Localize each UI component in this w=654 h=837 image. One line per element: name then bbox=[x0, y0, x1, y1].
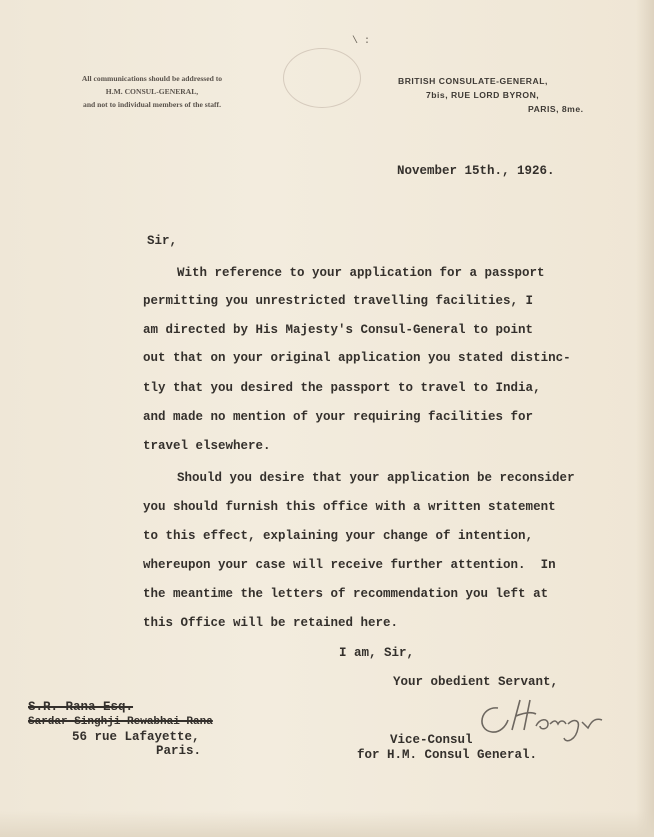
consulate-city: PARIS, 8me. bbox=[528, 104, 584, 114]
closing-servant: Your obedient Servant, bbox=[393, 675, 559, 689]
body-line: am directed by His Majesty's Consul-General to point bbox=[143, 323, 534, 337]
paper-edge-shadow bbox=[636, 0, 654, 837]
body-line: this Office will be retained here. bbox=[143, 616, 399, 630]
body-line: With reference to your application for a passport bbox=[177, 266, 545, 280]
body-line: you should furnish this office with a written statement bbox=[143, 500, 556, 514]
consulate-street: 7bis, RUE LORD BYRON, bbox=[426, 90, 540, 100]
handwritten-signature bbox=[470, 690, 630, 750]
body-line: whereupon your case will receive further attention. In bbox=[143, 558, 556, 572]
letterhead-instructions bbox=[52, 72, 252, 111]
letterhead-instruction-line: All communications should be addressed to bbox=[81, 74, 223, 83]
recipient-struck-line: Sardar Singhji Rewabhai Rana bbox=[28, 716, 213, 728]
signature-text: C. Harvey bbox=[470, 690, 475, 691]
body-line: Should you desire that your application be reconsider bbox=[177, 471, 575, 485]
recipient-address bbox=[28, 700, 228, 758]
body-line: and made no mention of your requiring facilities for bbox=[143, 410, 534, 424]
body-line: tly that you desired the passport to travel to India, bbox=[143, 381, 541, 395]
signatory-title: Vice-Consul bbox=[390, 733, 473, 747]
body-line: out that on your original application you stated distinc- bbox=[143, 351, 571, 365]
signatory-subtitle: for H.M. Consul General. bbox=[357, 748, 538, 762]
salutation: Sir, bbox=[147, 234, 178, 248]
body-line: permitting you unrestricted travelling facilities, I bbox=[143, 294, 534, 308]
body-line: to this effect, explaining your change of intention, bbox=[143, 529, 534, 543]
paper-bottom-shadow bbox=[0, 811, 654, 837]
letterhead-address bbox=[398, 74, 598, 116]
body-line: travel elsewhere. bbox=[143, 439, 271, 453]
letterhead-instruction-line: H.M. CONSUL-GENERAL, bbox=[105, 87, 199, 96]
letter-date: November 15th., 1926. bbox=[397, 164, 555, 178]
recipient-name: S.R. Rana Esq. bbox=[28, 700, 134, 714]
body-line: the meantime the letters of recommendation you left at bbox=[143, 587, 549, 601]
margin-mark: \ : bbox=[352, 36, 371, 47]
consulate-name: BRITISH CONSULATE-GENERAL, bbox=[398, 76, 548, 86]
faint-stamp-seal bbox=[283, 48, 361, 108]
recipient-street: 56 rue Lafayette, bbox=[72, 730, 200, 744]
recipient-city: Paris. bbox=[156, 744, 202, 758]
letterhead-instruction-line: and not to individual members of the staff. bbox=[83, 100, 221, 109]
closing-line: I am, Sir, bbox=[339, 646, 415, 660]
